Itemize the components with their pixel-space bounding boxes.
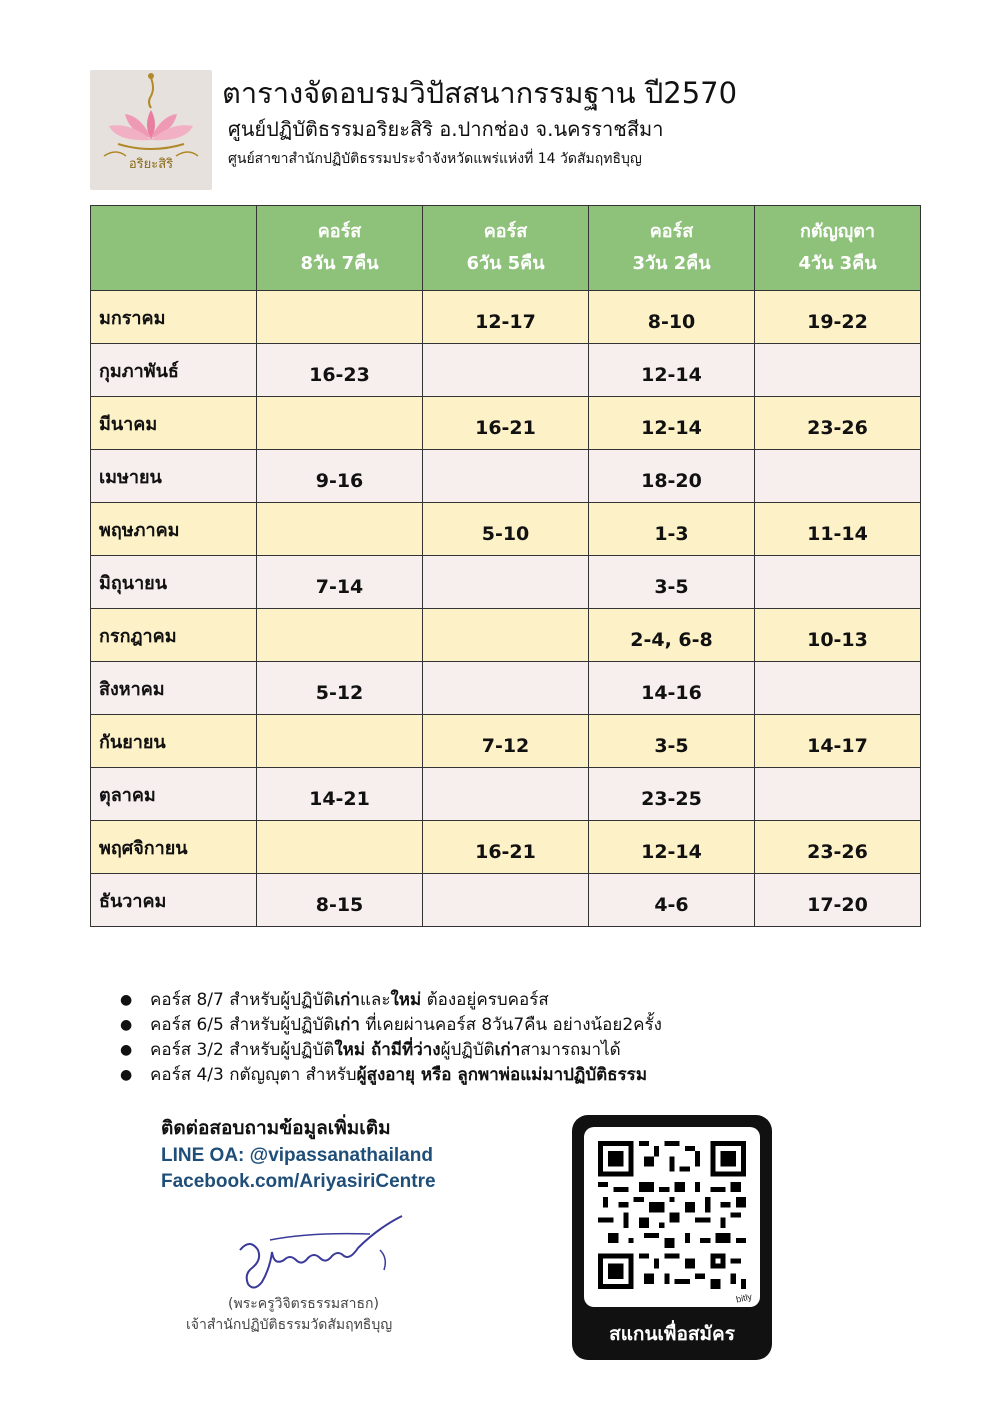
header-line: 4วัน 3คืน — [798, 253, 877, 274]
month-cell: มีนาคม — [91, 397, 257, 450]
date-cell: 23-25 — [589, 768, 755, 821]
month-cell: พฤษภาคม — [91, 503, 257, 556]
note-emphasis: ใหม่ ถ้ามีที่ว่าง — [334, 1040, 441, 1060]
header-line: กตัญญุตา — [799, 221, 876, 242]
table-row — [91, 768, 921, 821]
contact-title: ติดต่อสอบถามข้อมูลเพิ่มเติม — [161, 1117, 391, 1139]
note-text: และ — [359, 990, 391, 1010]
note-item — [118, 1038, 662, 1063]
qr-code[interactable] — [584, 1127, 760, 1307]
table-row — [91, 715, 921, 768]
date-cell — [423, 874, 589, 927]
month-cell: กุมภาพันธ์ — [91, 344, 257, 397]
date-cell: 5-12 — [257, 662, 423, 715]
header-cell-course-3-2 — [589, 206, 755, 291]
date-cell: 12-14 — [589, 397, 755, 450]
table-row — [91, 821, 921, 874]
signatory-name: (พระครูวิจิตรธรรมสาธก) — [228, 1296, 379, 1312]
month-cell: พฤศจิกายน — [91, 821, 257, 874]
date-cell: 14-16 — [589, 662, 755, 715]
table-row — [91, 291, 921, 344]
table-row — [91, 344, 921, 397]
note-emphasis: เก่า — [334, 1015, 360, 1035]
date-cell: 14-17 — [755, 715, 921, 768]
page-subtitle-secondary: ศูนย์สาขาสำนักปฏิบัติธรรมประจำจังหวัดแพร่แห่งที่ 14 วัดสัมฤทธิบุญ — [228, 151, 642, 167]
date-cell — [257, 821, 423, 874]
qr-code-icon — [598, 1141, 746, 1289]
date-cell: 8-15 — [257, 874, 423, 927]
page-title: ตารางจัดอบรมวิปัสสนากรรมฐาน ปี2570 — [222, 76, 738, 110]
header-line: 8วัน 7คืน — [300, 253, 379, 274]
course-notes — [118, 988, 662, 1088]
note-text: คอร์ส 3/2 สำหรับผู้ปฏิบัติ — [150, 1040, 335, 1060]
month-cell: ธันวาคม — [91, 874, 257, 927]
month-cell: ตุลาคม — [91, 768, 257, 821]
date-cell — [423, 609, 589, 662]
signature-image — [230, 1210, 440, 1295]
note-item — [118, 1013, 662, 1038]
date-cell — [423, 344, 589, 397]
date-cell: 9-16 — [257, 450, 423, 503]
qr-register-card[interactable] — [572, 1115, 772, 1360]
date-cell — [257, 609, 423, 662]
date-cell: 14-21 — [257, 768, 423, 821]
header-line: คอร์ส — [649, 221, 694, 242]
lotus-logo — [90, 70, 212, 190]
header-line: 6วัน 5คืน — [466, 253, 545, 274]
table-row — [91, 874, 921, 927]
header — [222, 72, 737, 174]
schedule-table — [90, 205, 921, 927]
date-cell — [755, 556, 921, 609]
header-cell-gratitude-4-3 — [755, 206, 921, 291]
note-emphasis: ผู้สูงอายุ หรือ ลูกพาพ่อแม่มาปฏิบัติธรรม — [356, 1065, 648, 1085]
note-emphasis: เก่า — [494, 1040, 521, 1060]
date-cell: 16-21 — [423, 397, 589, 450]
date-cell — [755, 768, 921, 821]
header-line: 3วัน 2คืน — [632, 253, 711, 274]
month-cell: กันยายน — [91, 715, 257, 768]
note-emphasis: ใหม่ — [390, 990, 422, 1010]
date-cell — [423, 662, 589, 715]
bitly-brand: bitly — [735, 1291, 753, 1305]
date-cell: 3-5 — [589, 556, 755, 609]
note-text: ผู้ปฏิบัติ — [440, 1040, 495, 1060]
header-line: คอร์ส — [483, 221, 528, 242]
date-cell — [257, 397, 423, 450]
date-cell: 10-13 — [755, 609, 921, 662]
note-item — [118, 988, 662, 1013]
date-cell: 17-20 — [755, 874, 921, 927]
table-header-row — [91, 206, 921, 291]
table-row — [91, 662, 921, 715]
date-cell — [755, 344, 921, 397]
contact-block — [161, 1113, 436, 1195]
table-row — [91, 503, 921, 556]
line-oa-link[interactable]: LINE OA: @vipassanathailand — [161, 1145, 433, 1166]
date-cell: 7-12 — [423, 715, 589, 768]
date-cell: 16-21 — [423, 821, 589, 874]
date-cell — [257, 503, 423, 556]
page-subtitle: ศูนย์ปฏิบัติธรรมอริยะสิริ อ.ปากช่อง จ.นครราชสีมา — [228, 117, 664, 141]
header-cell-course-6-5 — [423, 206, 589, 291]
qr-scan-label: สแกนเพื่อสมัคร — [609, 1323, 735, 1345]
table-row — [91, 450, 921, 503]
table-row — [91, 556, 921, 609]
date-cell: 18-20 — [589, 450, 755, 503]
date-cell — [257, 291, 423, 344]
date-cell — [755, 450, 921, 503]
note-text: คอร์ส 6/5 สำหรับผู้ปฏิบัติ — [150, 1015, 335, 1035]
month-cell: กรกฎาคม — [91, 609, 257, 662]
date-cell: 23-26 — [755, 821, 921, 874]
note-text: ที่เคยผ่านคอร์ส 8วัน7คืน อย่างน้อย2ครั้ง — [359, 1015, 662, 1035]
note-text: ต้องอยู่ครบคอร์ส — [421, 990, 549, 1010]
date-cell: 12-17 — [423, 291, 589, 344]
date-cell — [423, 768, 589, 821]
table-row — [91, 397, 921, 450]
date-cell: 2-4, 6-8 — [589, 609, 755, 662]
month-cell: สิงหาคม — [91, 662, 257, 715]
date-cell: 23-26 — [755, 397, 921, 450]
table-row — [91, 609, 921, 662]
date-cell — [257, 715, 423, 768]
note-text: คอร์ส 8/7 สำหรับผู้ปฏิบัติ — [150, 990, 335, 1010]
month-cell: มกราคม — [91, 291, 257, 344]
date-cell: 5-10 — [423, 503, 589, 556]
note-item — [118, 1063, 662, 1088]
date-cell: 12-14 — [589, 821, 755, 874]
lotus-icon — [90, 70, 212, 190]
date-cell: 1-3 — [589, 503, 755, 556]
month-cell: เมษายน — [91, 450, 257, 503]
date-cell — [423, 556, 589, 609]
month-cell: มิถุนายน — [91, 556, 257, 609]
header-cell-course-8-7 — [257, 206, 423, 291]
date-cell: 16-23 — [257, 344, 423, 397]
date-cell: 8-10 — [589, 291, 755, 344]
logo-text: อริยะสิริ — [128, 157, 174, 172]
date-cell: 12-14 — [589, 344, 755, 397]
note-emphasis: เก่า — [334, 990, 360, 1010]
note-text: คอร์ส 4/3 กตัญญุตา สำหรับ — [150, 1065, 357, 1085]
date-cell: 3-5 — [589, 715, 755, 768]
date-cell — [423, 450, 589, 503]
date-cell — [755, 662, 921, 715]
date-cell: 7-14 — [257, 556, 423, 609]
date-cell: 11-14 — [755, 503, 921, 556]
facebook-link[interactable]: Facebook.com/AriyasiriCentre — [161, 1171, 436, 1192]
note-text: สามารถมาได้ — [520, 1040, 621, 1060]
signatory-title: เจ้าสำนักปฏิบัติธรรมวัดสัมฤทธิบุญ — [186, 1317, 393, 1333]
date-cell: 4-6 — [589, 874, 755, 927]
header-line: คอร์ส — [317, 221, 362, 242]
date-cell: 19-22 — [755, 291, 921, 344]
header-cell-month — [91, 206, 257, 291]
